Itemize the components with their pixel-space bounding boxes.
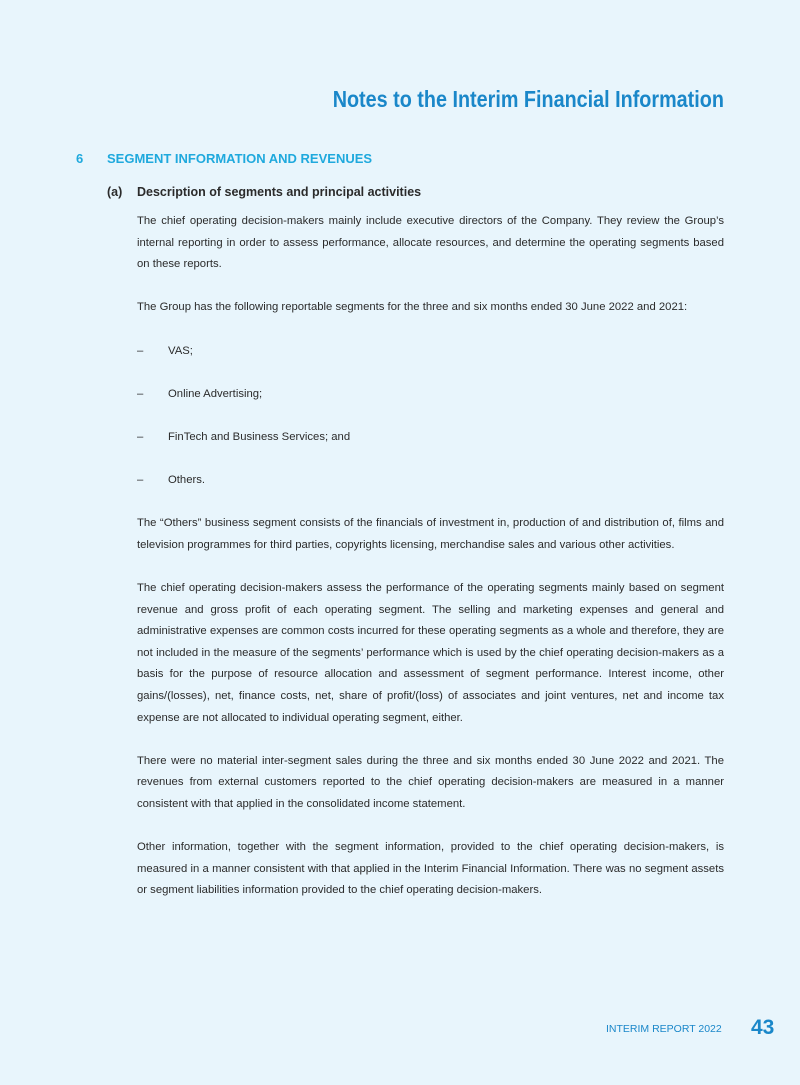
- page-title: Notes to the Interim Financial Information: [332, 86, 724, 112]
- segment-label: Others.: [168, 474, 206, 487]
- dash-bullet: –: [137, 430, 144, 443]
- dash-bullet: –: [137, 344, 144, 357]
- paragraph-decision-makers: The chief operating decision-makers mainly include executive directors of the Company. They review the Group’s internal reporting in order to assess performance, allocate resources, and determine the operating segments based on these reports.: [137, 215, 724, 271]
- paragraph-performance-assessment: The chief operating decision-makers assess the performance of the operating segments mainly based on segment revenue and gross profit of each operating segment. The selling and marketing expenses and general and administrative expenses are common costs incurred for these operating segments as a whole and therefore, they are not included in the measure of the segments’ performance which is used by the chief operating decision-makers as a basis for the purpose of resource allocation and assessment of segment performance. Interest income, other gains/(losses), net, finance costs, net, share of profit/(loss) of associates and joint ventures, net and income tax expense are not allocated to individual operating segment, either.: [137, 582, 724, 724]
- section-heading: [76, 151, 372, 166]
- report-label: INTERIM REPORT 2022: [606, 1023, 722, 1035]
- dash-bullet: –: [137, 387, 144, 400]
- paragraph-inter-segment-sales: There were no material inter-segment sales during the three and six months ended 30 June 2022 and 2021. The revenues from external customers reported to the chief operating decision-makers are measured in a manner consistent with that applied in the consolidated income statement.: [137, 754, 724, 811]
- list-item: [137, 427, 724, 449]
- list-item: [137, 384, 724, 406]
- segment-label: FinTech and Business Services; and: [168, 430, 351, 443]
- segment-label: Online Advertising;: [168, 387, 263, 400]
- section-title: SEGMENT INFORMATION AND REVENUES: [107, 151, 373, 166]
- segment-label: VAS;: [168, 344, 193, 357]
- subsection-heading: [107, 185, 421, 199]
- page-number: 43: [751, 1016, 775, 1039]
- paragraph-others-segment: The “Others” business segment consists of the financials of investment in, production of and distribution of, films and television programmes for third parties, copyrights licensing, merchandise sales and various other activities.: [137, 517, 724, 551]
- subsection-title: Description of segments and principal activities: [137, 185, 422, 199]
- dash-bullet: –: [137, 474, 144, 487]
- paragraph-other-information: Other information, together with the segment information, provided to the chief operating decision-makers, is measured in a manner consistent with that applied in the Interim Financial Information. There was no segment assets or segment liabilities information provided to the chief operating decision-makers.: [137, 841, 724, 897]
- section-number: 6: [76, 151, 84, 166]
- list-item: [137, 341, 724, 363]
- list-item: [137, 470, 724, 492]
- paragraph-reportable-segments: The Group has the following reportable segments for the three and six months ended 30 June 2022 and 2021:: [137, 301, 688, 314]
- segment-list: [137, 341, 724, 492]
- body-content: [137, 211, 724, 924]
- subsection-label: (a): [107, 185, 123, 199]
